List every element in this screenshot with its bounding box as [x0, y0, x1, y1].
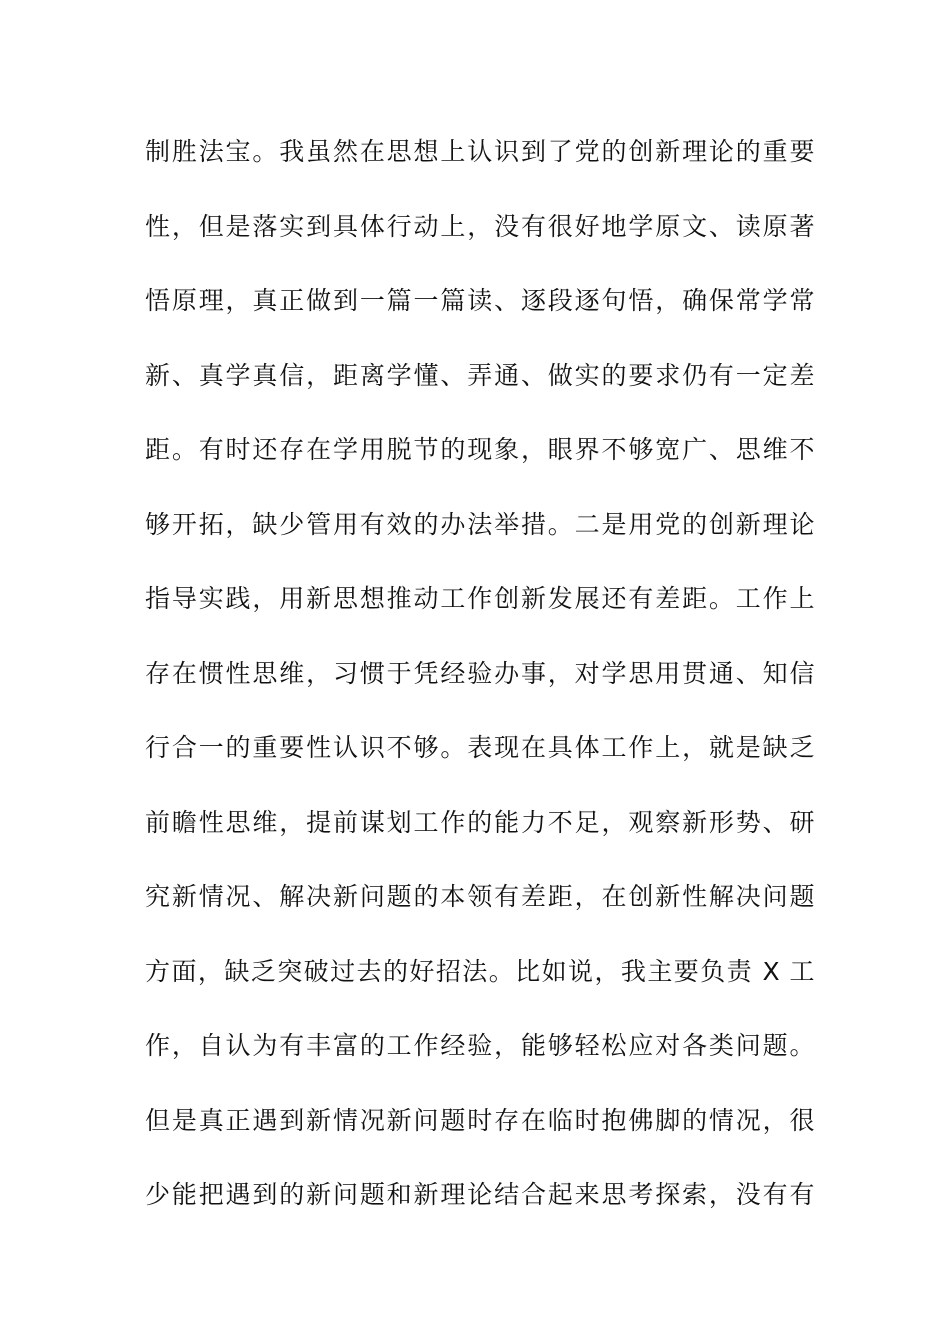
text-line-13: 作，自认为有丰富的工作经验，能够轻松应对各类问题。: [145, 1031, 815, 1060]
text-line-7: 指导实践，用新思想推动工作创新发展还有差距。工作上: [145, 584, 815, 613]
text-line-1: 制胜法宝。我虽然在思想上认识到了党的创新理论的重要: [145, 137, 815, 166]
body-text: [145, 132, 815, 1250]
text-line-10: 前瞻性思维，提前谋划工作的能力不足，观察新形势、研: [145, 807, 815, 837]
text-line-14: 但是真正遇到新情况新问题时存在临时抱佛脚的情况，很: [145, 1105, 815, 1135]
text-line-4: 新、真学真信，距离学懂、弄通、做实的要求仍有一定差: [145, 360, 815, 390]
text-line-5: 距。有时还存在学用脱节的现象，眼界不够宽广、思维不: [145, 435, 815, 464]
text-line-11: 究新情况、解决新问题的本领有差距，在创新性解决问题: [145, 882, 815, 911]
text-line-12: 方面，缺乏突破过去的好招法。比如说，我主要负责 X 工: [145, 956, 815, 986]
text-line-2: 性，但是落实到具体行动上，没有很好地学原文、读原著: [145, 211, 815, 241]
text-line-6: 够开拓，缺少管用有效的办法举措。二是用党的创新理论: [145, 509, 815, 539]
text-line-15: 少能把遇到的新问题和新理论结合起来思考探索，没有有: [145, 1180, 815, 1209]
text-line-3: 悟原理，真正做到一篇一篇读、逐段逐句悟，确保常学常: [145, 286, 815, 315]
text-line-9: 行合一的重要性认识不够。表现在具体工作上，就是缺乏: [145, 733, 815, 762]
text-line-8: 存在惯性思维，习惯于凭经验办事，对学思用贯通、知信: [145, 658, 815, 688]
